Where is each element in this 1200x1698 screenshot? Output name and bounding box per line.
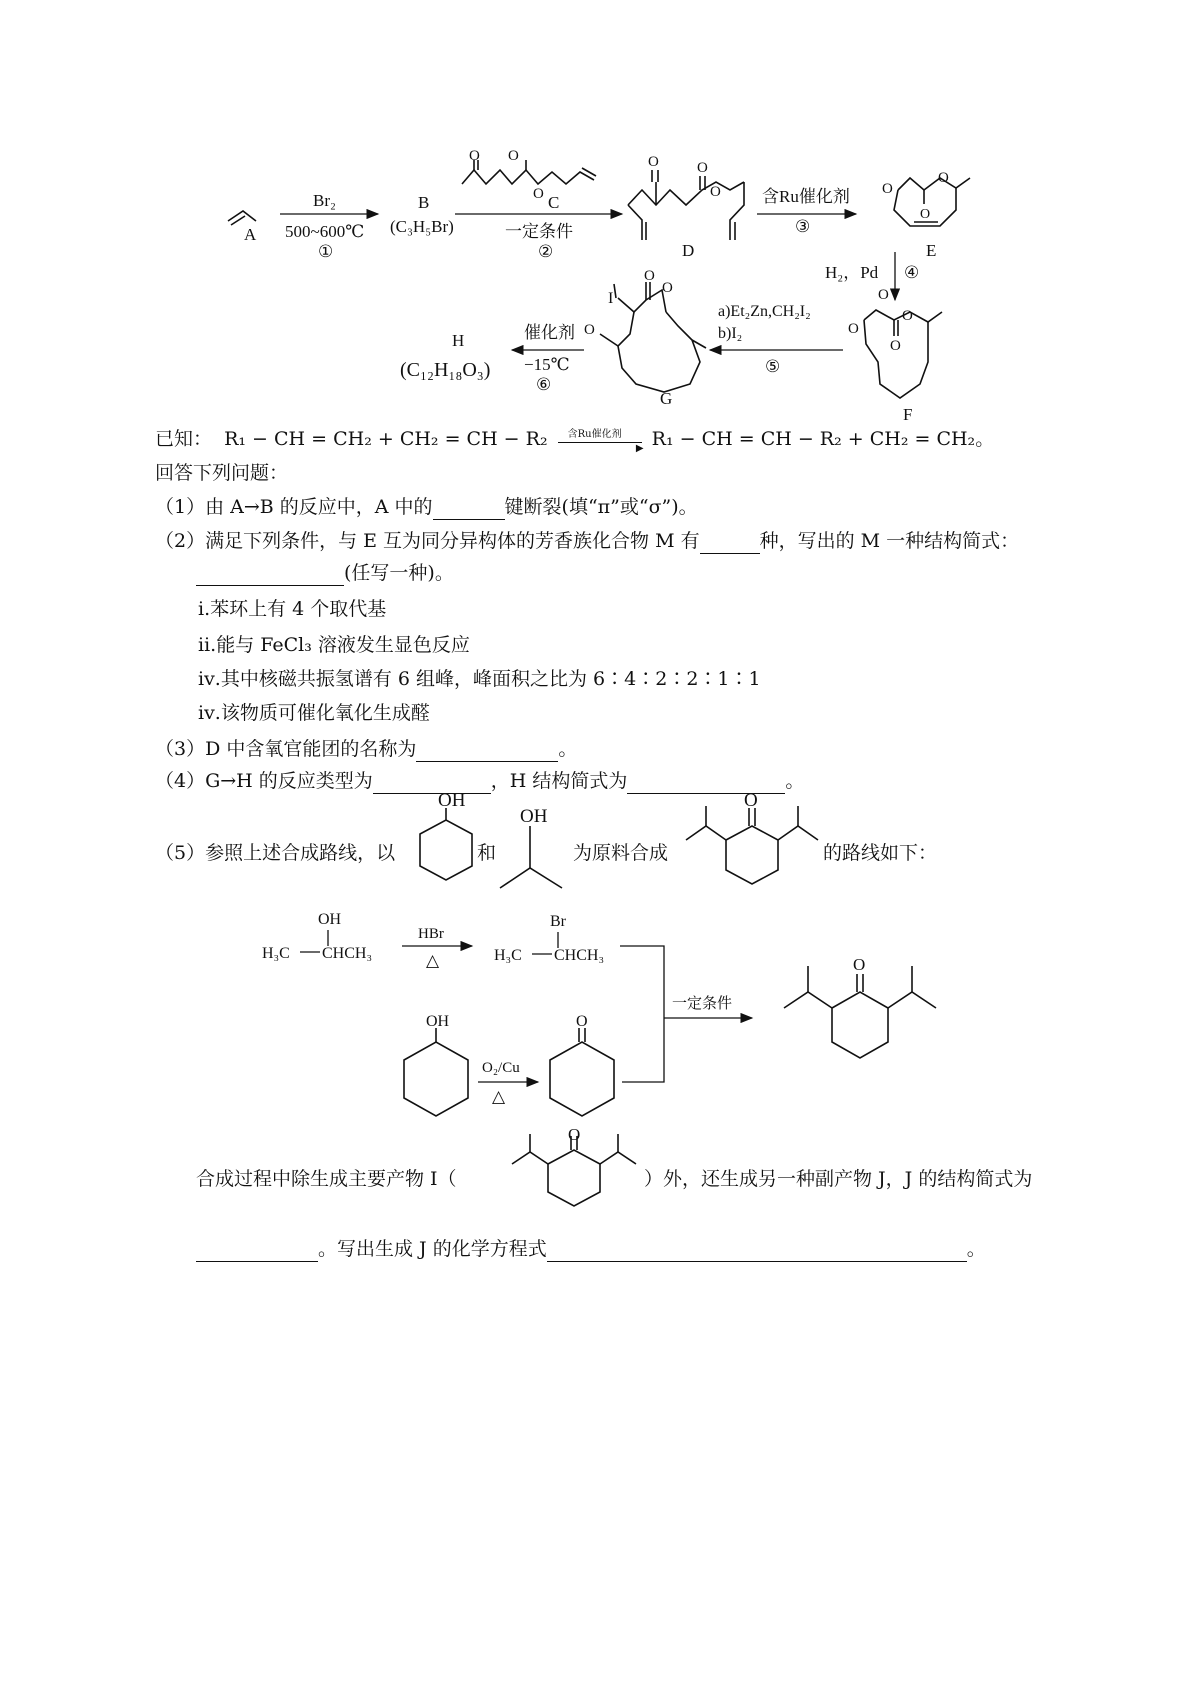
svg-text:O: O xyxy=(648,154,659,170)
isopropanol-structure xyxy=(500,806,562,888)
answer-blank-2a[interactable] xyxy=(700,533,760,554)
route-product xyxy=(784,955,936,1058)
answer-blank-5a[interactable] xyxy=(196,1241,318,1262)
condition-4: ⅳ.该物质可催化氧化生成醛 xyxy=(198,702,430,724)
final-question: 合成过程中除生成主要产物 I（ ）外，还生成另一种副产物 J，J 的结构简式为 xyxy=(196,1168,1033,1190)
step2-arrow xyxy=(455,214,622,261)
answer-blank-5b[interactable] xyxy=(547,1241,967,1262)
question-1: （1）由 A→B 的反应中，A 中的 键断裂(填“π”或“σ”)。 xyxy=(155,496,698,518)
svg-text:OH: OH xyxy=(438,790,466,811)
label-a: A xyxy=(244,225,257,244)
step3-arrow xyxy=(757,187,856,236)
svg-text:a)Et₂Zn,CH₂I₂: a)Et₂Zn,CH₂I₂ xyxy=(718,303,811,320)
question-3: （3）D 中含氧官能团的名称为 。 xyxy=(155,738,578,760)
svg-text:D: D xyxy=(682,241,695,260)
cyclohexanol-structure xyxy=(420,790,472,880)
compound-h xyxy=(400,331,490,381)
route-bracket xyxy=(620,946,664,1082)
svg-text:O: O xyxy=(508,148,519,164)
step1-arrow xyxy=(280,191,378,261)
svg-text:催化剂: 催化剂 xyxy=(524,323,575,342)
svg-text:CHCH₃: CHCH₃ xyxy=(322,945,373,962)
svg-text:500~600℃: 500~600℃ xyxy=(285,222,365,241)
svg-text:OH: OH xyxy=(318,911,342,928)
svg-text:O: O xyxy=(853,955,866,974)
compound-d-structure xyxy=(628,154,744,260)
route-cyclohexanol xyxy=(404,1013,468,1116)
svg-text:O₂/Cu: O₂/Cu xyxy=(482,1060,520,1076)
svg-text:③: ③ xyxy=(795,217,811,236)
svg-text:E: E xyxy=(926,241,937,260)
svg-text:H₂，Pd: H₂，Pd xyxy=(825,263,879,282)
oxidation-arrow xyxy=(478,1060,538,1106)
svg-text:OH: OH xyxy=(426,1013,450,1030)
svg-text:O: O xyxy=(644,268,655,284)
question-4: （4）G→H 的反应类型为 ，H 结构简式为 。 xyxy=(155,770,805,792)
svg-text:O: O xyxy=(469,148,480,164)
target-ketone-structure xyxy=(686,790,818,884)
svg-text:△: △ xyxy=(492,1087,506,1106)
compound-c-structure xyxy=(462,148,596,212)
svg-text:④: ④ xyxy=(904,263,920,282)
svg-text:O: O xyxy=(568,1128,581,1144)
question-5: （5）参照上述合成路线，以 和 为原料合成 的路线如下： xyxy=(155,842,938,864)
svg-text:C: C xyxy=(548,193,560,212)
svg-text:一定条件: 一定条件 xyxy=(672,996,733,1012)
svg-text:HBr: HBr xyxy=(418,926,444,942)
known-reaction: 已知： R₁ − CH = CH₂ + CH₂ = CH − R₂ 含Ru催化剂 ▶ R₁ − CH = CH − R₂ + CH₂ = CH₂。 xyxy=(155,428,995,454)
hbr-arrow xyxy=(402,926,472,970)
known-arrow: 含Ru催化剂 ▶ xyxy=(558,438,642,443)
isopropanol-condensed xyxy=(262,911,372,962)
answer-blank-2b[interactable] xyxy=(196,565,344,586)
svg-text:O: O xyxy=(902,308,913,324)
svg-text:O: O xyxy=(938,170,949,186)
svg-text:G: G xyxy=(660,389,673,408)
svg-text:H₃C: H₃C xyxy=(262,945,290,962)
questions-intro: 回答下列问题： xyxy=(155,462,289,484)
route-cyclohexanone xyxy=(550,1013,614,1116)
main-product-inline xyxy=(496,1128,696,1218)
final-answer-line: 。写出生成 J 的化学方程式 。 xyxy=(196,1236,986,1262)
condition-arrow xyxy=(664,995,752,1018)
condition-1: ⅰ.苯环上有 4 个取代基 xyxy=(198,598,387,620)
compound-e-structure xyxy=(882,170,970,260)
svg-text:O: O xyxy=(662,280,673,296)
svg-text:O: O xyxy=(848,321,859,337)
svg-text:O: O xyxy=(576,1013,588,1030)
condition-3: ⅳ.其中核磁共振氢谱有 6 组峰，峰面积之比为 6∶4∶2∶2∶1∶1 xyxy=(198,668,761,690)
svg-text:b)I₂: b)I₂ xyxy=(718,325,743,342)
svg-text:△: △ xyxy=(426,951,440,970)
svg-text:O: O xyxy=(878,287,889,303)
step6-arrow xyxy=(512,323,584,394)
svg-text:O: O xyxy=(710,184,721,200)
compound-a-structure xyxy=(228,211,257,244)
svg-text:O: O xyxy=(744,790,758,811)
question-2-cont: (任写一种)。 xyxy=(196,560,454,586)
answer-blank-1[interactable] xyxy=(433,499,505,520)
svg-text:含Ru催化剂: 含Ru催化剂 xyxy=(762,187,850,206)
svg-text:B: B xyxy=(418,193,430,212)
svg-text:O: O xyxy=(697,160,708,176)
svg-text:⑤: ⑤ xyxy=(765,357,781,376)
step5-arrow xyxy=(710,303,843,376)
svg-text:O: O xyxy=(920,207,931,222)
svg-text:②: ② xyxy=(538,242,554,261)
svg-text:(C₁₂H₁₈O₃): (C₁₂H₁₈O₃) xyxy=(400,359,491,381)
condition-2: ⅱ.能与 FeCl₃ 溶液发生显色反应 xyxy=(198,634,470,656)
svg-text:Br₂: Br₂ xyxy=(313,191,336,210)
svg-text:F: F xyxy=(903,405,913,424)
synthesis-scheme xyxy=(0,130,1200,550)
synthetic-route xyxy=(0,900,1200,1130)
compound-g-structure xyxy=(584,268,706,408)
svg-text:⑥: ⑥ xyxy=(536,375,552,394)
svg-text:H: H xyxy=(452,331,465,350)
compound-f-structure xyxy=(848,308,942,424)
svg-text:O: O xyxy=(584,322,595,338)
svg-text:Br: Br xyxy=(550,913,566,930)
svg-text:O: O xyxy=(533,186,544,202)
svg-text:(C₃H₅Br): (C₃H₅Br) xyxy=(390,217,454,236)
svg-text:OH: OH xyxy=(520,806,548,827)
bromide-condensed xyxy=(494,913,604,964)
svg-text:O: O xyxy=(882,181,893,197)
svg-text:−15℃: −15℃ xyxy=(524,355,570,374)
svg-text:①: ① xyxy=(318,242,334,261)
step4-arrow xyxy=(825,252,919,303)
svg-text:CHCH₃: CHCH₃ xyxy=(554,947,605,964)
compound-b xyxy=(390,193,454,236)
svg-text:I: I xyxy=(608,290,614,307)
question-2: （2）满足下列条件，与 E 互为同分异构体的芳香族化合物 M 有 种，写出的 M 一种结构简式： xyxy=(155,530,1020,552)
answer-blank-3[interactable] xyxy=(416,741,558,762)
svg-text:H₃C: H₃C xyxy=(494,947,522,964)
svg-text:一定条件: 一定条件 xyxy=(505,222,573,241)
svg-text:O: O xyxy=(890,338,901,354)
